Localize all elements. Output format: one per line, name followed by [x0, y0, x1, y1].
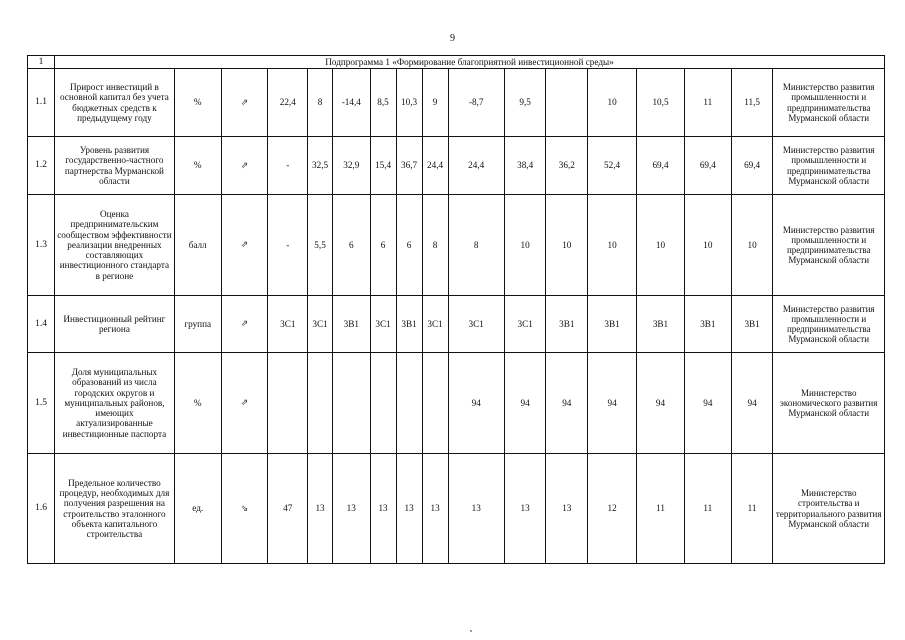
- arrow-up-outline-icon: ⇗: [240, 240, 249, 251]
- value-cell: 94: [637, 353, 685, 454]
- trend-cell: [221, 195, 268, 296]
- unit-cell: балл: [174, 195, 221, 296]
- value-cell: 12: [588, 454, 637, 564]
- value-cell: 94: [448, 353, 504, 454]
- responsible-ministry: Министерство строительства и территориального развития Мурманской области: [773, 454, 885, 564]
- value-cell: 11,5: [731, 69, 773, 137]
- value-cell: 22,4: [268, 69, 308, 137]
- value-cell: 13: [504, 454, 546, 564]
- value-cell: 10: [546, 195, 588, 296]
- value-cell: 10: [588, 195, 637, 296]
- value-cell: 11: [637, 454, 685, 564]
- value-cell: 10: [731, 195, 773, 296]
- table-row: [28, 195, 885, 296]
- value-cell: 8: [308, 69, 333, 137]
- value-cell: 3С1: [448, 296, 504, 353]
- responsible-ministry: Министерство развития промышленности и предпринимательства Мурманской области: [773, 195, 885, 296]
- arrow-down-outline-icon: ⇘: [240, 503, 249, 514]
- unit-cell: %: [174, 353, 221, 454]
- indicator-name: Доля муниципальных образований из числа городских округов и муниципальных районов, имеющих актуализированные инвестиционные паспорта: [55, 353, 175, 454]
- table-row: [28, 353, 885, 454]
- value-cell: 13: [422, 454, 448, 564]
- trend-cell: [221, 137, 268, 195]
- table-row: [28, 69, 885, 137]
- value-cell: 11: [684, 454, 731, 564]
- value-cell: 6: [370, 195, 396, 296]
- subprogram-number: 1: [28, 56, 55, 69]
- value-cell: 13: [308, 454, 333, 564]
- responsible-ministry: Министерство экономического развития Мурманской области: [773, 353, 885, 454]
- value-cell: [268, 353, 308, 454]
- value-cell: 10,3: [396, 69, 422, 137]
- value-cell: 15,4: [370, 137, 396, 195]
- arrow-up-outline-icon: ⇗: [240, 398, 249, 409]
- responsible-ministry: Министерство развития промышленности и предпринимательства Мурманской области: [773, 69, 885, 137]
- value-cell: 94: [588, 353, 637, 454]
- unit-cell: %: [174, 69, 221, 137]
- value-cell: 13: [333, 454, 370, 564]
- value-cell: 9: [422, 69, 448, 137]
- trend-cell: [221, 296, 268, 353]
- value-cell: 38,4: [504, 137, 546, 195]
- trend-cell: [221, 353, 268, 454]
- responsible-ministry: Министерство развития промышленности и предпринимательства Мурманской области: [773, 137, 885, 195]
- indicator-name: Уровень развития государственно-частного партнерства Мурманской области: [55, 137, 175, 195]
- value-cell: 36,7: [396, 137, 422, 195]
- indicator-name: Оценка предпринимательским сообществом эффективности реализации внедренных составляющих инвестиционного стандарта в регионе: [55, 195, 175, 296]
- value-cell: 69,4: [731, 137, 773, 195]
- value-cell: 69,4: [637, 137, 685, 195]
- value-cell: [333, 353, 370, 454]
- arrow-up-outline-icon: ⇗: [240, 319, 249, 330]
- value-cell: 94: [731, 353, 773, 454]
- row-number: 1.3: [28, 195, 55, 296]
- indicator-name: Инвестиционный рейтинг региона: [55, 296, 175, 353]
- unit-cell: группа: [174, 296, 221, 353]
- value-cell: 3В1: [588, 296, 637, 353]
- value-cell: 47: [268, 454, 308, 564]
- trend-cell: [221, 454, 268, 564]
- row-number: 1.2: [28, 137, 55, 195]
- value-cell: -: [268, 137, 308, 195]
- row-number: 1.1: [28, 69, 55, 137]
- value-cell: 32,9: [333, 137, 370, 195]
- value-cell: 3С1: [308, 296, 333, 353]
- value-cell: 3С1: [370, 296, 396, 353]
- value-cell: 8: [422, 195, 448, 296]
- value-cell: 94: [546, 353, 588, 454]
- responsible-ministry: Министерство развития промышленности и предпринимательства Мурманской области: [773, 296, 885, 353]
- value-cell: 10: [684, 195, 731, 296]
- scan-speck: [470, 630, 472, 632]
- value-cell: 10: [504, 195, 546, 296]
- subprogram-title: Подпрограмма 1 «Формирование благоприятной инвестиционной среды»: [55, 56, 885, 69]
- value-cell: 8,5: [370, 69, 396, 137]
- value-cell: 8: [448, 195, 504, 296]
- trend-cell: [221, 69, 268, 137]
- page-number: 9: [450, 33, 455, 44]
- value-cell: 10: [637, 195, 685, 296]
- value-cell: 94: [504, 353, 546, 454]
- value-cell: 13: [448, 454, 504, 564]
- value-cell: 3В1: [684, 296, 731, 353]
- arrow-up-outline-icon: ⇗: [240, 97, 249, 108]
- value-cell: 3В1: [546, 296, 588, 353]
- value-cell: [308, 353, 333, 454]
- value-cell: 32,5: [308, 137, 333, 195]
- value-cell: 13: [396, 454, 422, 564]
- value-cell: -: [268, 195, 308, 296]
- indicators-table: [27, 55, 885, 564]
- value-cell: 24,4: [448, 137, 504, 195]
- table-row: [28, 296, 885, 353]
- value-cell: 3В1: [637, 296, 685, 353]
- value-cell: 5,5: [308, 195, 333, 296]
- indicator-name: Прирост инвестиций в основной капитал без учета бюджетных средств к предыдущему году: [55, 69, 175, 137]
- table-row: [28, 137, 885, 195]
- value-cell: [422, 353, 448, 454]
- value-cell: 24,4: [422, 137, 448, 195]
- value-cell: 6: [396, 195, 422, 296]
- value-cell: 13: [546, 454, 588, 564]
- unit-cell: %: [174, 137, 221, 195]
- unit-cell: ед.: [174, 454, 221, 564]
- value-cell: 13: [370, 454, 396, 564]
- value-cell: 52,4: [588, 137, 637, 195]
- subprogram-row: [28, 56, 885, 69]
- value-cell: -8,7: [448, 69, 504, 137]
- value-cell: 3С1: [268, 296, 308, 353]
- value-cell: 3В1: [731, 296, 773, 353]
- value-cell: 69,4: [684, 137, 731, 195]
- value-cell: -14,4: [333, 69, 370, 137]
- table-row: [28, 454, 885, 564]
- value-cell: 3С1: [504, 296, 546, 353]
- value-cell: 11: [684, 69, 731, 137]
- value-cell: 10,5: [637, 69, 685, 137]
- value-cell: 3В1: [333, 296, 370, 353]
- value-cell: 3В1: [396, 296, 422, 353]
- value-cell: 94: [684, 353, 731, 454]
- row-number: 1.6: [28, 454, 55, 564]
- row-number: 1.5: [28, 353, 55, 454]
- value-cell: 36,2: [546, 137, 588, 195]
- value-cell: 3С1: [422, 296, 448, 353]
- value-cell: [370, 353, 396, 454]
- row-number: 1.4: [28, 296, 55, 353]
- value-cell: 6: [333, 195, 370, 296]
- value-cell: [396, 353, 422, 454]
- value-cell: [546, 69, 588, 137]
- indicator-name: Предельное количество процедур, необходимых для получения разрешения на строительство эталонного объекта капитального строительства: [55, 454, 175, 564]
- value-cell: 11: [731, 454, 773, 564]
- arrow-up-outline-icon: ⇗: [240, 160, 249, 171]
- value-cell: 9,5: [504, 69, 546, 137]
- value-cell: 10: [588, 69, 637, 137]
